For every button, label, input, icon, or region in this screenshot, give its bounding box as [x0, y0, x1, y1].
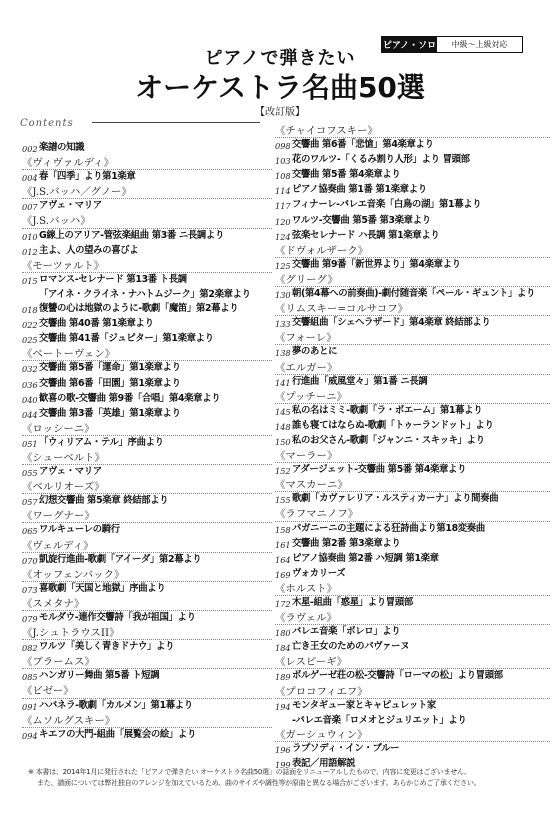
toc-entry	[275, 596, 550, 611]
piece-title: 夢のあとに	[292, 346, 338, 358]
piece-title: ロマンス-セレナード 第13番 ト長調	[39, 273, 187, 285]
book-title: オーケストラ名曲50選	[135, 71, 425, 104]
footnote-line: また、譜面については弊社独自のアレンジを加えているため、曲のサイズや調性等が原曲と異なる場合がございます。あらかじめご了承ください。	[37, 779, 481, 787]
toc-entry	[275, 287, 550, 302]
page-number: 150	[275, 436, 291, 447]
toc-entry	[22, 494, 272, 509]
page-number: 120	[275, 216, 291, 227]
piece-title: 花のワルツ-「くるみ割り人形」より 冒頭部	[292, 154, 470, 166]
page-number: 040	[22, 394, 38, 405]
toc-entry	[275, 463, 550, 478]
toc-entry	[275, 316, 550, 331]
composer-heading: 《ドヴォルザーク》	[275, 244, 550, 258]
composer-heading: 《J.S.バッハ／グノー》	[22, 185, 272, 199]
composer-heading: 《ロッシーニ》	[22, 422, 272, 436]
page-number: 098	[275, 141, 291, 152]
piece-title: 表記／用語解説	[292, 758, 356, 770]
piece-title: 交響曲 第5番 第4楽章より	[292, 169, 401, 181]
composer-heading: 《エルガー》	[275, 361, 550, 375]
composer-heading: 《モーツァルト》	[22, 259, 272, 273]
page-number: 091	[22, 701, 38, 712]
edition-label: 【改訂版】	[255, 107, 305, 118]
toc-entry	[22, 332, 272, 347]
composer-heading: 《ベートーヴェン》	[22, 347, 272, 361]
piece-title: 「アイネ・クライネ・ナハトムジーク」第2楽章より	[39, 288, 251, 300]
piece-title: 交響曲 第6番「悲愴」第4楽章より	[292, 139, 434, 151]
page-number: 189	[275, 672, 291, 683]
toc-entry	[22, 244, 272, 259]
page-number: 070	[22, 555, 38, 566]
piece-title: ピアノ協奏曲 第1番 第1楽章より	[292, 184, 427, 196]
toc-entry	[275, 168, 550, 183]
page-number: 108	[275, 171, 291, 182]
composer-heading: 《グリーグ》	[275, 273, 550, 287]
toc-entry	[275, 138, 550, 153]
toc-entry	[22, 436, 272, 451]
toc-entry	[22, 273, 272, 288]
piece-title: 交響曲 第41番「ジュピター」第1楽章より	[39, 333, 214, 345]
piece-title: G線上のアリア-管弦楽組曲 第3番 ニ長調より	[39, 229, 224, 241]
piece-title: ハンガリー舞曲 第5番 ト短調	[39, 670, 160, 682]
piece-title: 交響組曲「シェヘラザード」第4楽章 終結部より	[292, 317, 491, 329]
toc-entry	[22, 553, 272, 568]
piece-title: 私の名はミミ-歌劇「ラ・ボエーム」第1幕より	[292, 404, 483, 416]
page-number: 010	[22, 231, 38, 242]
toc-entry	[275, 552, 550, 567]
piece-title: パガニーニの主題による狂詩曲より第18変奏曲	[292, 522, 485, 534]
toc-entry	[22, 699, 272, 714]
composer-heading: 《ブラームス》	[22, 655, 272, 669]
piece-title: -バレエ音楽「ロメオとジュリエット」より	[292, 714, 467, 726]
page-number: 007	[22, 202, 38, 213]
page-number: 114	[275, 186, 291, 197]
piece-title: 交響曲 第9番「新世界より」第4楽章より	[292, 258, 461, 270]
toc-entry	[275, 537, 550, 552]
page-number: 138	[275, 348, 291, 359]
page-number: 082	[22, 643, 38, 654]
page-number: 133	[275, 319, 291, 330]
piece-title: アヴェ・マリア	[39, 200, 102, 212]
piece-title: 朝(第4幕への前奏曲)-劇付随音楽「ペール・ギュント」より	[292, 288, 536, 300]
toc-entry	[275, 714, 550, 728]
toc-entry	[275, 522, 550, 537]
page-number: 073	[22, 584, 38, 595]
piece-title: キエフの大門-組曲「展覧会の絵」より	[39, 728, 196, 740]
page-number: 057	[22, 497, 38, 508]
toc-entry	[22, 361, 272, 376]
page-number: 015	[22, 275, 38, 286]
composer-heading: 《レスピーギ》	[275, 655, 550, 669]
composer-heading: 《ホルスト》	[275, 582, 550, 596]
piece-title: 歌劇「カヴァレリア・ルスティカーナ」より間奏曲	[292, 493, 499, 505]
footnote	[28, 767, 538, 789]
piece-title: ラプソディ・イン・ブルー	[292, 742, 400, 754]
page-number: 184	[275, 643, 291, 654]
composer-heading: 《プッチーニ》	[275, 390, 550, 404]
composer-heading: 《ヴェルディ》	[22, 539, 272, 553]
page-number: 148	[275, 421, 291, 432]
toc-entry	[275, 198, 550, 213]
page-number: 124	[275, 231, 291, 242]
composer-heading: 《リムスキー=コルサコフ》	[275, 302, 550, 316]
piece-title: アヴェ・マリア	[39, 466, 102, 478]
toc-entry	[22, 523, 272, 538]
piece-title: 誰も寝てはならぬ-歌劇「トゥーランドット」より	[292, 419, 494, 431]
page-number: 169	[275, 569, 291, 580]
piece-title: アダージェット-交響曲 第5番 第4楽章より	[292, 464, 467, 476]
piece-title: ヴォカリーズ	[292, 567, 346, 579]
page-number: 065	[22, 526, 38, 537]
page-number: 125	[275, 260, 291, 271]
toc-entry	[275, 345, 550, 360]
piece-title: ワルツ「美しく青きドナウ」より	[39, 641, 175, 653]
toc-entry	[22, 407, 272, 422]
toc-entry	[275, 375, 550, 390]
composer-heading: 《プロコフィエフ》	[275, 685, 550, 699]
page-number: 004	[22, 173, 38, 184]
composer-heading: 《ヴィヴァルディ》	[22, 156, 272, 170]
toc-entry	[22, 317, 272, 332]
composer-heading: 《マーラー》	[275, 449, 550, 463]
toc-entry	[275, 183, 550, 198]
piece-title: ワルキューレの騎行	[39, 524, 120, 536]
composer-heading: 《フォーレ》	[275, 331, 550, 345]
composer-heading: 《オッフェンバック》	[22, 568, 272, 582]
piece-title: モンタギュー家とキャピュレット家	[292, 699, 436, 711]
composer-heading: 《ベルリオーズ》	[22, 480, 272, 494]
toc-entry	[22, 229, 272, 244]
page-number: 130	[275, 290, 291, 301]
piece-title: 交響曲 第2番 第3楽章より	[292, 537, 401, 549]
toc-entry	[275, 214, 550, 229]
contents-divider	[92, 122, 260, 123]
composer-heading: 《チャイコフスキー》	[275, 124, 550, 138]
page-number: 002	[22, 144, 38, 154]
piece-title: 凱旋行進曲-歌劇「アイーダ」第2幕より	[39, 553, 202, 565]
toc-entry	[22, 170, 272, 185]
page-number: 032	[22, 364, 38, 375]
page-number: 036	[22, 379, 38, 390]
piece-title: 交響曲 第3番「英雄」第1楽章より	[39, 407, 181, 419]
toc-entry	[275, 492, 550, 507]
footnote-line: ※ 本書は、2014年1月に発行された「ピアノで弾きたい オーケストラ名曲50選」の誌面をリニューアルしたもので、内容に変更はございません。	[28, 768, 471, 776]
page-number: 018	[22, 305, 38, 316]
toc-right-column	[275, 124, 550, 772]
page-number: 194	[275, 701, 291, 712]
piece-title: 交響曲 第6番「田園」第1楽章より	[39, 377, 181, 389]
piece-title: 復讐の心は地獄のように-歌劇「魔笛」第2幕より	[39, 303, 239, 315]
composer-heading: 《マスカーニ》	[275, 478, 550, 492]
toc-entry	[275, 640, 550, 655]
piece-title: 交響曲 第40番 第1楽章より	[39, 318, 154, 330]
toc-entry	[275, 567, 550, 582]
piece-title: 行進曲「威風堂々」第1番 ニ長調	[292, 375, 428, 387]
toc-entry	[22, 199, 272, 214]
page-number: 094	[22, 730, 38, 741]
composer-heading: 《ラフマニノフ》	[275, 507, 550, 521]
piece-title: 幻想交響曲 第5楽章 終結部より	[39, 495, 169, 507]
page-number: 155	[275, 495, 291, 506]
piece-title: 私のお父さん-歌劇「ジャンニ・スキッキ」より	[292, 434, 485, 446]
toc-entry	[22, 141, 272, 156]
page-number: 199	[275, 760, 291, 771]
composer-heading: 《シューベルト》	[22, 451, 272, 465]
toc-entry	[275, 742, 550, 757]
piece-title: フィナーレ-バレエ音楽「白鳥の湖」第1幕より	[292, 199, 482, 211]
toc-entry	[22, 288, 272, 302]
toc-entry	[275, 625, 550, 640]
page-number: 025	[22, 335, 38, 346]
piece-title: 交響曲 第5番「運命」第1楽章より	[39, 362, 181, 374]
toc-entry	[22, 465, 272, 480]
composer-heading: 《ガーシュウィン》	[275, 728, 550, 742]
toc-entry	[275, 153, 550, 168]
page-number: 051	[22, 438, 38, 449]
badge-piano-solo: ピアノ・ソロ	[382, 37, 437, 52]
composer-heading: 《ワーグナー》	[22, 509, 272, 523]
composer-heading: 《ムソルグスキー》	[22, 714, 272, 728]
composer-heading: 《J.S.バッハ》	[22, 214, 272, 228]
page-number: 055	[22, 468, 38, 479]
toc-entry	[275, 699, 550, 714]
page-number: 141	[275, 377, 291, 388]
piece-title: 楽譜の知識	[39, 142, 85, 153]
composer-heading: 《ラヴェル》	[275, 611, 550, 625]
badge-level: 中級〜上級対応	[451, 40, 508, 49]
page-number: 085	[22, 672, 38, 683]
toc-entry	[22, 669, 272, 684]
piece-title: ハバネラ-歌劇「カルメン」第1幕より	[39, 699, 193, 711]
piece-title: ワルツ-交響曲 第5番 第3楽章より	[292, 214, 431, 226]
page-number: 158	[275, 524, 291, 535]
toc-entry	[22, 302, 272, 317]
piece-title: 弦楽セレナード ハ長調 第1楽章より	[292, 229, 440, 241]
toc-entry	[275, 258, 550, 273]
page-number: 145	[275, 406, 291, 417]
piece-title: 春「四季」より第1楽章	[39, 171, 136, 183]
page-number: 164	[275, 554, 291, 565]
page-number: 044	[22, 409, 38, 420]
piece-title: ボルゲーゼ荘の松-交響詩「ローマの松」より冒頭部	[292, 670, 503, 682]
toc-entry	[275, 229, 550, 244]
piece-title: 喜歌劇「天国と地獄」序曲より	[39, 582, 166, 594]
page-number: 180	[275, 628, 291, 639]
piece-title: 亡き王女のためのパヴァーヌ	[292, 641, 410, 653]
page-number: 103	[275, 156, 291, 167]
page-number: 117	[275, 201, 291, 212]
toc-entry	[275, 434, 550, 449]
contents-heading: Contents	[20, 118, 74, 129]
page-number: 079	[22, 614, 38, 624]
page-number: 022	[22, 320, 38, 331]
page-number: 161	[275, 539, 291, 550]
toc-entry	[275, 404, 550, 419]
piece-title: 「ウィリアム・テル」序曲より	[39, 436, 164, 448]
composer-heading: 《J.シュトラウスII》	[22, 626, 272, 640]
piece-title: ピアノ協奏曲 第2番 ハ短調 第1楽章	[292, 552, 439, 564]
toc-entry	[22, 392, 272, 407]
page-number: 172	[275, 599, 291, 609]
toc-entry	[22, 640, 272, 655]
piece-title: バレエ音楽「ボレロ」より	[292, 626, 401, 638]
toc-entry	[22, 582, 272, 597]
toc-entry	[275, 419, 550, 434]
page-number: 152	[275, 466, 291, 477]
toc-left-column	[22, 141, 272, 743]
toc-entry	[22, 377, 272, 392]
toc-entry	[22, 728, 272, 743]
toc-entry	[22, 611, 272, 626]
piece-title: モルダウ-連作交響詩「我が祖国」より	[39, 612, 196, 623]
piece-title: 木星-組曲「惑星」より冒頭部	[292, 597, 413, 608]
piece-title: 主よ、人の望みの喜びよ	[39, 244, 139, 256]
piece-title: 歓喜の歌-交響曲 第9番「合唱」第4楽章より	[39, 392, 221, 404]
book-subtitle: ピアノで弾きたい	[204, 48, 356, 69]
toc-entry	[275, 669, 550, 684]
page-number: 012	[22, 246, 38, 257]
page-number: 196	[275, 744, 291, 755]
composer-heading: 《ビゼー》	[22, 684, 272, 698]
composer-heading: 《スメタナ》	[22, 597, 272, 611]
